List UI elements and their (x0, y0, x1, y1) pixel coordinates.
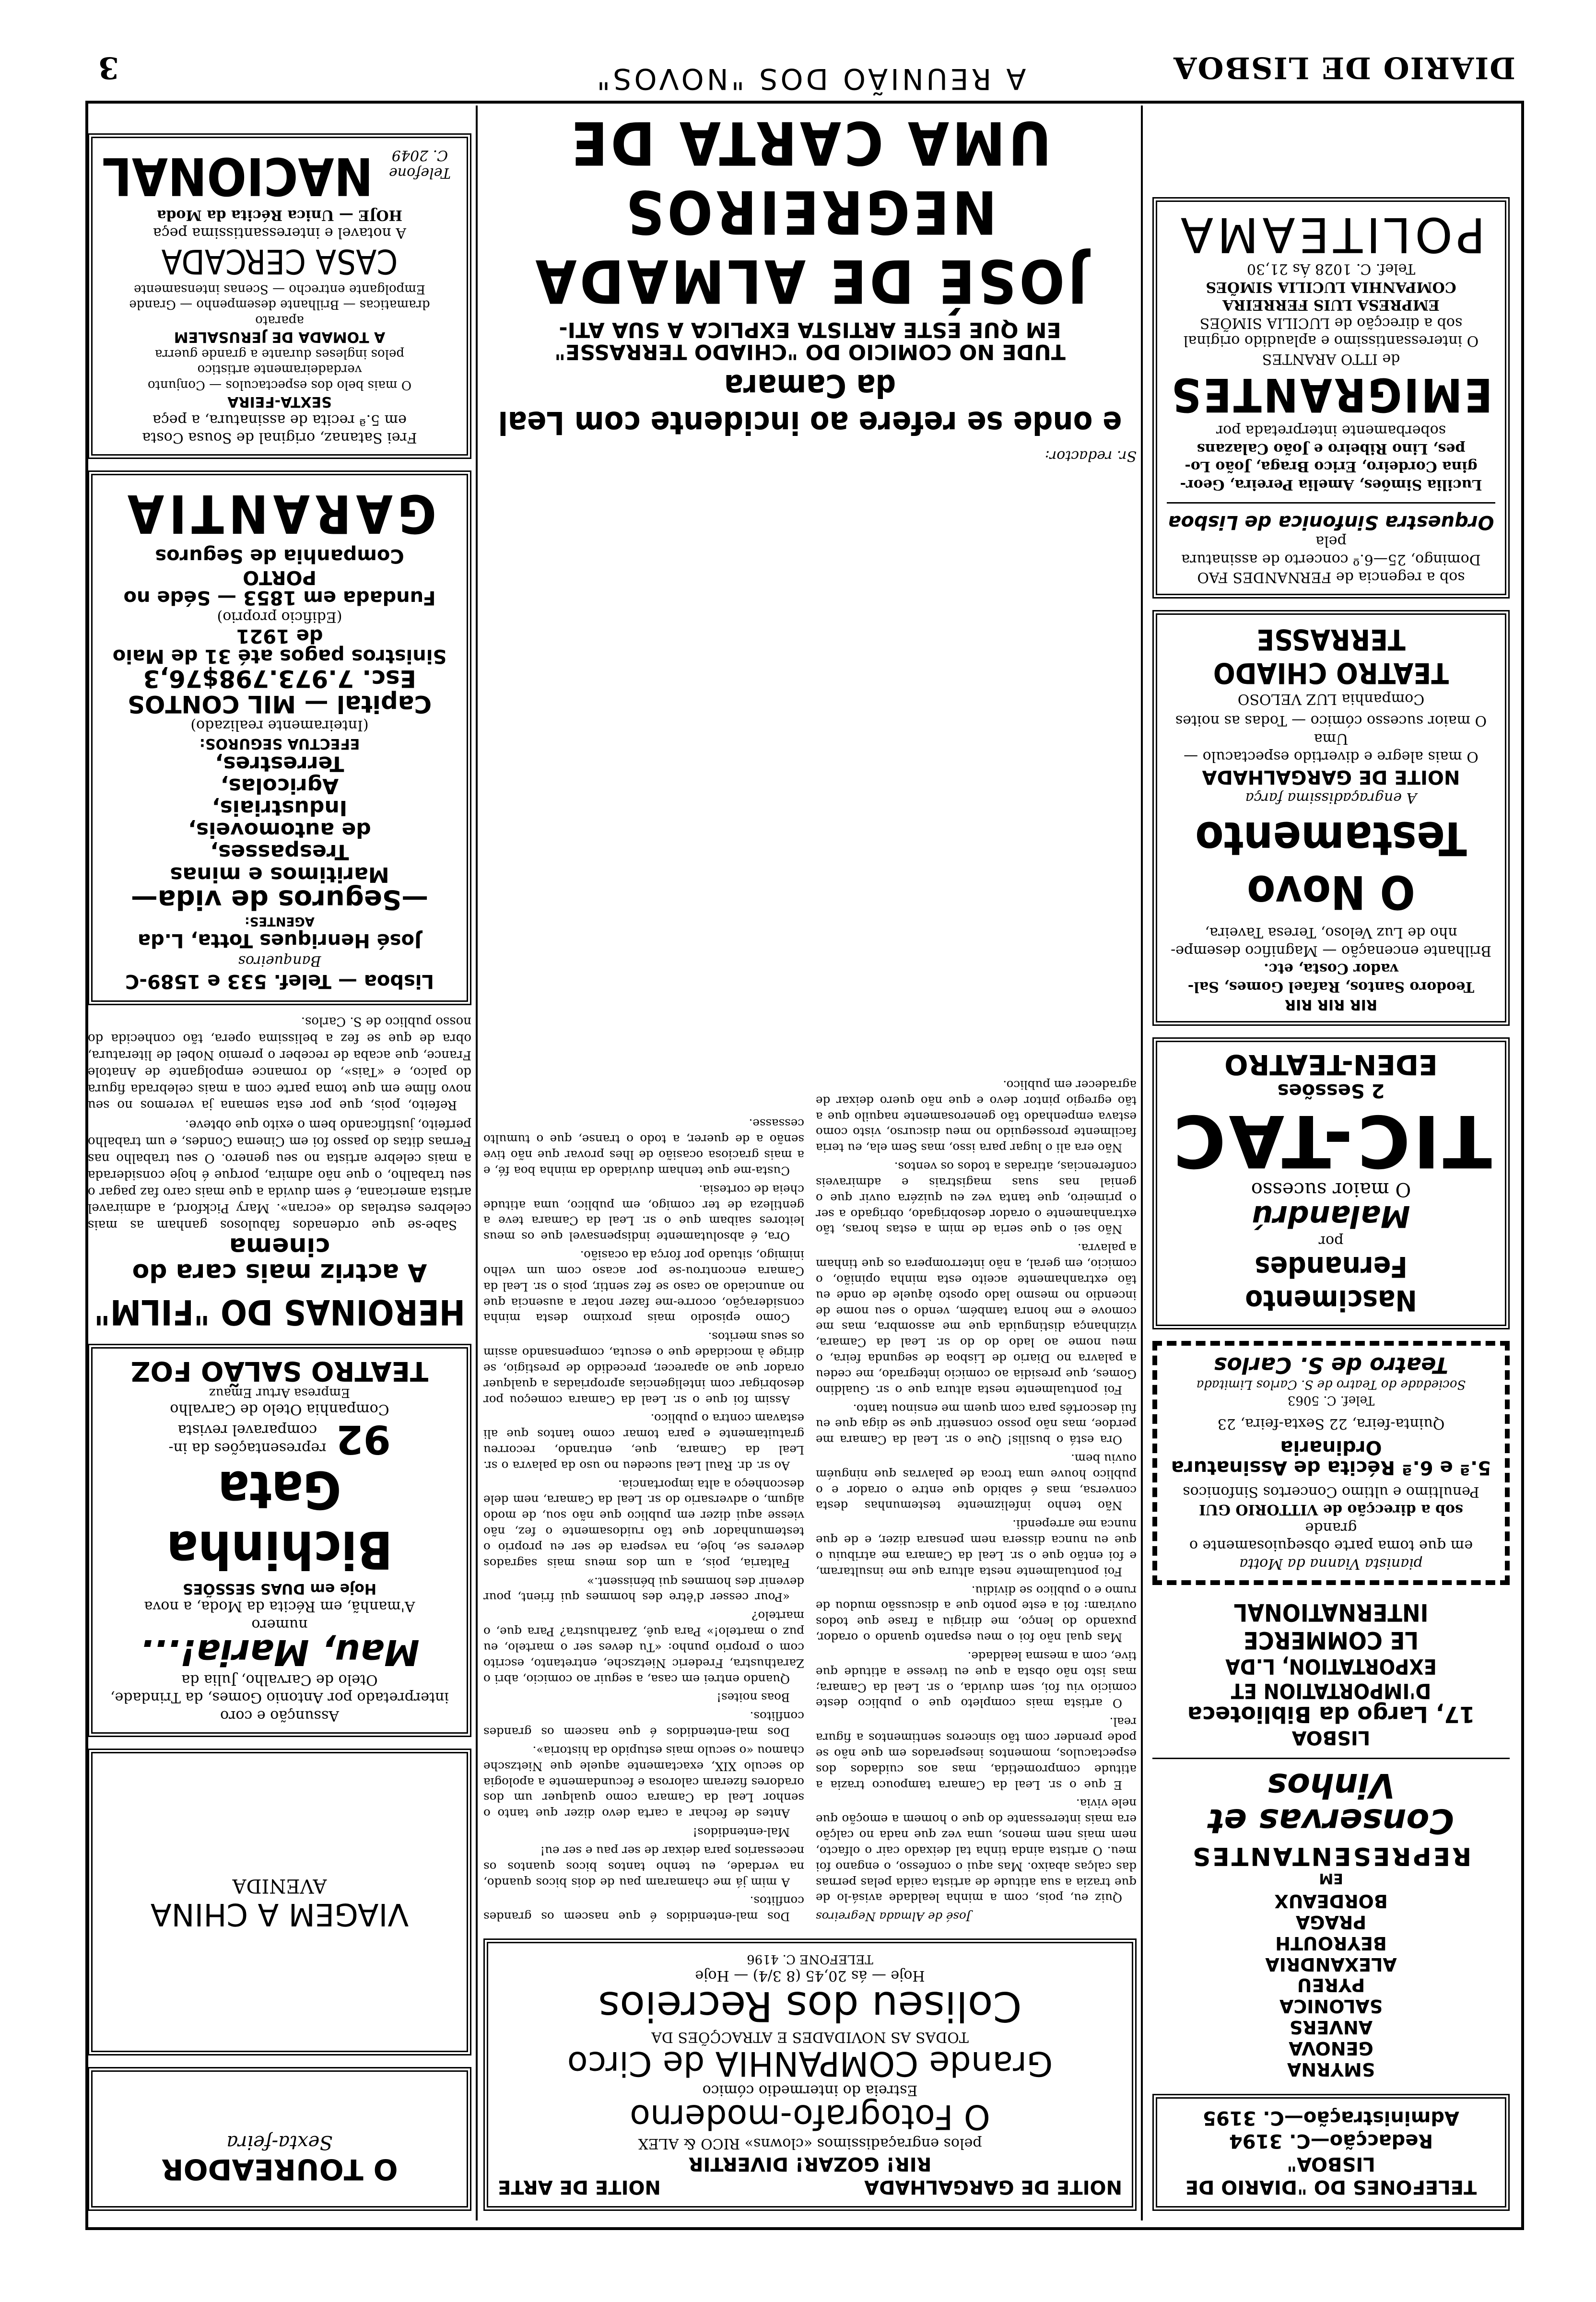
garantia-agent: José Henriques Totta, L.da (138, 929, 422, 951)
politeama-desc: sob a direcção de LUCILIA SIMÕES (1199, 314, 1463, 331)
garantia-seguro: de automoveis, (188, 818, 371, 843)
garantia-agentes: AGENTES: (245, 914, 315, 928)
foz-title: TEATRO SALÃO FOZ (130, 1355, 429, 1387)
article-paragraph: Como episodio mais proximo desta minha consideração, ocorre-me fazer notar a ausencia que no anunciado ao caso se fez sentir, pois o sr. Leal da Camara encontrou-se por acaso com um velho inimigo, situado por força da ocasião. (483, 1248, 804, 1326)
nacional-sexta: SEXTA-FEIRA (227, 393, 332, 411)
city: ANVERS (1289, 2017, 1373, 2038)
politeama-play: EMIGRANTES (1169, 367, 1493, 422)
garantia-capital: Capital — MIL CONTOS (127, 690, 432, 718)
article-paragraph: A mim já me chamaram pau de dois bicos quando, na verdade, eu tenho tantos bicos quantos os necessarios para deixar de ser pau e ser eu! (483, 1844, 804, 1890)
article-signature: José de Almada Negreiros (816, 1910, 971, 1924)
representantes-em: EM (1319, 1869, 1343, 1887)
foz-program: A'manhã, em Récita da Moda, a nova (144, 1598, 415, 1615)
orquestra-line: Domingo, 25—6.º concerto de assinatura pela (1181, 533, 1481, 568)
garantia-seguro: Maritimos e minas (170, 862, 389, 887)
foz-cast: interpretado por Antonio Gomes, da Trindade, Otelo de Carvalho, Julia da (110, 1671, 449, 1706)
actriz-paragraph: Refeito, pois, que por esta semana ja veremos no seu novo filme em que toma parte com a mais celebrada figura do palco, e «Tais», do romance empolgante de Anatole France, que acaba de receber o premio Nobel de literatura, obra de que se fez a belissima opera, tão conhecida do nosso publico de S. Carlos. (88, 1014, 471, 1113)
coliseu-rir-gozar: RIR! GOZAR! DIVERTIR (688, 2153, 932, 2175)
ad-orquestra-politeama (1152, 197, 1510, 599)
chiado-cast: vador Costa, etc. (1264, 960, 1398, 977)
eden-por: por (1318, 1233, 1344, 1250)
orquestra-title: Orquestra Sinfonica de Lisboa (1168, 511, 1494, 533)
actriz-paragraph: Sabe-se que ordenados fabulosos ganham as mais celebres estrelas do «ecran». Mary Pickford, a admiravel artista americana, é sem duvida a que mais caro faz pagar o seu trabalho, o que não admira, porque é hoje considerada a mais celebre artista no seu genero. O seu trabalho nas Fernas ditas do passo foi em Cinema Condes, e um trabalho perfeito, justificando bem o exito que obteve. (88, 1117, 471, 1233)
nacional-title: NACIONAL (102, 146, 373, 206)
recital-line: em que toma parte obsequiosamente o grande (1189, 1519, 1473, 1554)
politeama-cast: Lucilia Simões, Amelia Pereira, Geor- (1180, 476, 1482, 493)
chiado-program: O maior sucesso cómico — Todas as noites (1175, 712, 1487, 729)
pianist: pianista Vianna da Motta (1239, 1555, 1423, 1572)
city: BEYROUTH (1275, 1932, 1387, 1954)
politeama-cast: gina Cordeiro, Erico Braga, João Lo- (1185, 458, 1478, 475)
foz-numero: numero (251, 1616, 308, 1633)
ad-salao-foz (88, 1344, 471, 1737)
article-paragraph: Quando entrei em casa, a seguir ao comicio, abri o Zarathustra, Frederic Nietzsche, entretanto, escrito com o proprio punho: «Tu deves ser o martelo, eu puz o martelo!» Para quê, Zarathustra? Para que, o martelo? (483, 1609, 804, 1686)
garantia-proprio: (Edificio proprio) (217, 608, 342, 625)
politeama-theatre: POLITEAMA (1176, 206, 1486, 263)
nacional-hoje: HOJE — Unica Récita da Moda (157, 206, 402, 223)
eden-tictac: TIC-TAC (1170, 1098, 1492, 1182)
commerce-line1: LE COMMERCE INTERNATIONAL (1233, 1598, 1429, 1654)
chiado-noite: NOITE DE GARGALHADA (1202, 766, 1460, 788)
representantes: REPRESENTANTES (1190, 1842, 1472, 1871)
article-paragraph: Não tenho infelizmente testemunhas desta conversa, mas é sabido que entre o orador e o publico houve uma troca de palavras que ninguém ouviu bem. (816, 1452, 1137, 1513)
nacional-recita: Frei Satanaz, original de Sousa Costa (142, 429, 417, 446)
politeama-interp: soberbamente interpretada por (1216, 422, 1446, 439)
ad-coliseu (483, 1938, 1137, 2211)
garantia-title: GARANTIA (122, 483, 437, 545)
article-deck: EM QUE ESTE ARTISTA EXPLICA A SUA ATI- (559, 317, 1061, 342)
nacional-desc: A notavel e interessantissima peça (153, 224, 407, 242)
chiado-desc: Brilhante encenação — Magnifico desempe- (1171, 942, 1491, 959)
city: BORDEAUX (1274, 1890, 1388, 1912)
garantia-seguro: Trespasses, (210, 840, 349, 865)
foz-mau-maria: Mau, Maria!... (140, 1632, 420, 1673)
foz-empresa: Empresa Artur Emauz (209, 1385, 350, 1400)
politeama-tel: Telef. C. 1028 Ás 21,30 (1246, 260, 1416, 278)
commerce-line2: D'IMPORTATION ET EXPORTATION, L.DA (1225, 1654, 1437, 1703)
foz-reps: representações da in- (168, 1439, 327, 1456)
garantia-vida: —Seguros de vida— (130, 884, 429, 916)
politeama-company: EMPRESA LUIS FERREIRA (1222, 296, 1440, 314)
toureador-feira: Sexta-feira (226, 2131, 333, 2153)
nacional-apparato: aparato (255, 313, 304, 328)
article-paragraph: Mas qual não foi o meu espanto quando o orador, puxando do lenço, me dirigiu a frase que todos ouviram: foi a este ponto que a discussão mudou de rumo e o publico se dividiu. (816, 1583, 1137, 1645)
telephones-admin: Administração—C. 3195 (1203, 2107, 1459, 2129)
city: GENOVA (1289, 2038, 1373, 2059)
eden-maior: O maior sucesso (1251, 1178, 1411, 1200)
article-kicker: A REUNIÃO DOS "NOVOS" (594, 62, 1026, 96)
orquestra-line: sob a regencia de FERNANDES FAO (1197, 569, 1465, 586)
ad-viagem-china (88, 1749, 471, 2055)
coliseu-artists: pelos engraçadissimos «clowns» RICO & ALEX (638, 2135, 982, 2152)
chiado-subtitle: A engraçadissima farça (1245, 789, 1417, 806)
garantia-tel: Lisboa — Telef. 533 e 1589-C (125, 970, 434, 993)
commerce-city: LISBOA (1291, 1726, 1371, 1749)
garantia-seguro: Terrestres, (215, 751, 344, 776)
article-headline2: JOSÉ DE ALMADA NEGREIROS (532, 177, 1088, 316)
city: PYREU (1297, 1974, 1365, 1996)
article-paragraph: E que o sr. Leal da Camara tampouco trazia a atitude comprometida, mas aos cuidados dos espectaculos, momentos inesperados em que não se pode prender com tão sinceros sentimentos a figura real. (816, 1715, 1137, 1792)
chiado-desc: nho de Luz Veloso, Teresa Taveira, (1205, 924, 1457, 941)
article-deck: TUDE NO COMICIO DO "CHIADO TERRASSE" (554, 339, 1066, 364)
article-headline1: UMA CARTA DE (568, 108, 1052, 177)
recital-dates: Quinta-feira, 22 Sexta-feira, 23 (1217, 1415, 1445, 1433)
article-paragraph: Dos mal-entendidos é que nascem os grandes conflitos. (483, 1894, 804, 1924)
telephones-title: TELEFONES DO "DIARIO DE LISBOA" (1185, 2153, 1477, 2198)
ad-sao-carlos (1152, 1341, 1510, 1585)
column-ads-right (88, 122, 471, 2211)
article-paragraph: O artista mais completo que o publico deste comicio viu foi, sem duvida, o sr. Leal da Camara; mas isto não obsta a que eu tivesse a atitude que tive, com a mesma lealdade. (816, 1649, 1137, 1711)
heroinas-headline: HEROINAS DO "FILM" (94, 1292, 465, 1333)
coliseu-novidades: TODAS AS NOVIDADES E ATRACÇÕES DA (651, 2029, 969, 2045)
article-headline3: e onde se refere ao incidente com Leal da Camara (498, 367, 1122, 441)
page-number: 3 (97, 50, 119, 85)
chiado-theatre: TEATRO CHIADO TERRASSE (1213, 622, 1449, 690)
eden-sessions: 2 Sessões (1277, 1080, 1385, 1102)
garantia-seguro: Agricolas, (220, 773, 339, 798)
chiado-title: O Novo Testamento (1195, 811, 1467, 919)
sao-carlos-company: Sociedade do Teatro de S. Carlos Limitada (1196, 1377, 1466, 1392)
foz-cast: Assunção e coro (220, 1707, 339, 1724)
article-header (483, 63, 1137, 465)
telephones-redaccao: Redacção—C. 3194 (1229, 2130, 1433, 2152)
viagem-venue: AVENIDA (232, 1875, 327, 1897)
nacional-tomada: A TOMADA DE JERUSALEM (174, 329, 386, 346)
sao-carlos-tel: Telef. C. 5063 (1287, 1393, 1375, 1408)
chiado-rir: RIR RIR RIR (1285, 996, 1377, 1013)
actriz-title: A actriz mais cara do cinema (132, 1232, 427, 1287)
viagem-title: VIAGEM A CHINA (150, 1896, 409, 1932)
article-paragraph: Quiz eu, pois, com a minha lealdade avisá-lo de que trazia a sua atitude de artista caida pelas pernas das calças abaixo. Mas aqui o confesso, o engano foi meu. O artista ainda tinha tal deixado cair o olfacto, nem mais nem menos, uma vez que nada no calção era mais interessante do que o homem a emoção que nele vivia. (816, 1797, 1137, 1905)
article-paragraph: Mal-entendidos! (692, 1825, 790, 1840)
politeama-cast: pes, Lino Ribeiro e João Calazans (1197, 440, 1466, 457)
ad-garantia (88, 470, 471, 1005)
city: ALEXANDRIA (1265, 1953, 1397, 1975)
ad-avenida-toureador (88, 2067, 471, 2211)
article-paragraph: Custa-me que tenham duvidado da minha boa fé, e a mais graciosa ocasião de lhes provar que não tive senão a de querer, a todo o transe, que o tumulto cessasse. (483, 1116, 804, 1178)
recital-line: sob a direcção de VITTORIO GUI (1199, 1501, 1463, 1518)
toureador-title: O TOUREADOR (161, 2152, 398, 2186)
foz-show: Bichinha Gata (166, 1459, 393, 1580)
coliseu-estreia: Estreia do intermedio cómico (702, 2082, 918, 2099)
nacional-apparato: dramaticas — Brilhante desempenho — Grande (129, 297, 430, 312)
article-paragraph: Ao sr. dr. Raul Leal sucedeu no uso da palavra o sr. Leal da Camara, que, entrando, recorreu gratuitamente e para tomar como tantos que ali estavam contra o publico. (483, 1411, 804, 1473)
city: SMYRNA (1287, 2059, 1375, 2080)
politeama-desc: O interessantissimo e aplaudido original (1183, 332, 1479, 350)
nacional-apparato: Empolgante entrecho — Scenas intensamente (134, 282, 425, 296)
ad-commerce-international (1152, 1597, 1510, 2082)
conservas-vinhos: Conservas et Vinhos (1208, 1766, 1454, 1841)
eden-author: Nascimento Fernandes (1245, 1250, 1417, 1317)
eden-play: Malandrú (1252, 1198, 1410, 1234)
foz-company: Companhia Otelo de Carvalho (170, 1401, 389, 1418)
coliseu-fotografo: O Fotografo-moderno (630, 2097, 990, 2137)
politeama-company: COMPANHIA LUCILIA SIMÕES (1206, 278, 1456, 295)
nacional-sensacional: O mais belo dos espectaculos — Conjunto verdadeiramente artistico (147, 362, 412, 392)
garantia-realizado: (Inteiramente realizado) (190, 717, 369, 734)
foz-program: Hoje em DUAS SESSÕES (182, 1580, 377, 1597)
foz-reps: comparavel revista (177, 1421, 317, 1439)
article-paragraph: Ora está o busilis! Que o sr. Leal da Camara me perdoe, mas não posso consentir que se diga que eu fui descortês para com quem me ensinou tanto. (816, 1401, 1137, 1447)
nacional-sensacional: pelos ingleses durante a grande guerra (154, 346, 405, 361)
chiado-company: Companhia LUZ VELOSO (1237, 690, 1425, 707)
article-paragraph: «Pour cesser d'être des hommes qui frient, pour devenir des hommes qui bénissent.» (483, 1574, 804, 1605)
ad-telephones (1152, 2094, 1510, 2211)
garantia-efectua: EFECTUA SEGUROS: (199, 735, 360, 752)
article-salutation: Sr. redactor: (1044, 447, 1137, 464)
garantia-escudos: Esc. 7.973.798$76,3 (143, 665, 416, 693)
nacional-recita: em 5.ª recita de assinatura, a peça (153, 411, 407, 428)
coliseu-hoje: Hoje — ás 20,45 (8 3/4) — Hoje (695, 1967, 925, 1985)
nacional-play: CASA CERCADA (161, 242, 398, 282)
chiado-program: O mais alegre e divertido espectaculo — Uma (1184, 730, 1479, 765)
garantia-founded: Fundada em 1853 — Séde no PORTO (123, 566, 436, 609)
coliseu-noite-gargalhada: NOITE DE GARGALHADA (864, 2176, 1122, 2198)
coliseu-company: Grande COMPANHIA de Circo (567, 2044, 1053, 2084)
article-paragraph: Assim foi que o sr. Leal da Camara começou por desobrigar com inteligencias apropriadas a qualquer orador que ao aparecer, precedido de prestigio, se dirige à mocidade que o escuta, compensando assim os seus meritos. (483, 1330, 804, 1407)
article-paragraph: Foi pontualmente nesta altura que me insultaram, e foi então que o sr. Leal da Camara me atribuiu o que eu nunca dissera nem pensara dizer, e de que nunca me arrependi. (816, 1517, 1137, 1579)
garantia-sinistros: Sinistros pagos até 31 de Maio de 1921 (112, 624, 447, 667)
foz-count: 92 (336, 1416, 391, 1462)
recital-line: Penultimo e ultimo Concertos Sinfonicos (1183, 1483, 1479, 1500)
coliseu-noite-arte: NOITE DE ARTE (498, 2176, 661, 2198)
commerce-address: 17, Largo da Biblioteca (1187, 1701, 1475, 1727)
article-paragraph: Boas noites! (716, 1691, 790, 1705)
ad-chiado-terrasse (1152, 610, 1510, 1026)
recita-title: 5.ª e 6.ª Récita de Assinatura Ordinaria (1171, 1436, 1491, 1479)
column-rule (1141, 106, 1143, 2220)
article-paragraph: Antes de fechar a carta devo dizer que tanto o senhor Leal da Camara como qualquer um dos oradores fizeram calorosa e fecundamente a apologia do seculo XIX, exactamente aquele que Nietzsche chamou «o seculo mais estupido da historia». (483, 1743, 804, 1821)
city: PRAGA (1295, 1911, 1367, 1933)
masthead-title: DIARIO DE LISBOA (1173, 50, 1515, 85)
article-paragraph: Não sei o que seria de mim a estas horas, tão extranhamente o orador desobrigado, obrigado a ser o primeiro, que tanta vez eu quizéra ouvir que o genial nas suas magistrais e admiraveis conferencias, atiradas a todos os ventos. (816, 1160, 1137, 1237)
article-paragraph: Não era ali o lugar para isso, mas Sem ela, eu teria facilmente prosseguido no meu discurso, visto como estava empenhado tão generosamente naquilo que a tão egregio pintor devo e que não quero deixar de agradecer em publico. (816, 1078, 1137, 1155)
ad-nacional (88, 133, 471, 459)
nacional-tel: Telefone C. 2049 (388, 146, 451, 182)
coliseu-title: Coliseu dos Recreios (598, 1982, 1022, 2031)
article-paragraph: Dos mal-entendidos é que nascem os grandes conflitos. (483, 1709, 804, 1739)
garantia-banqueiros: Banqueiros (238, 952, 321, 970)
column-article (483, 62, 1137, 2211)
coliseu-tel: TELEFONE C. 4196 (747, 1951, 873, 1966)
chiado-cast: Teodoro Santos, Rafael Gomes, Sal- (1187, 978, 1475, 995)
city: SALONICA (1279, 1996, 1383, 2017)
ad-eden-teatro (1152, 1037, 1510, 1329)
garantia-company: Companhia de Seguros (155, 545, 404, 567)
article-body (483, 1074, 1137, 1924)
article-paragraph: Faltaria, pois, a um dos meus mais sagrados deveres se, hoje, na vespera de ser eu proprio o testemunhador que tão ruidosamente o fez, não viesse aqui dizer em publico que não sou, de modo algum, o adversario do sr. Leal da Camara, nem dele desconheço a alta importancia. (483, 1477, 804, 1570)
sao-carlos-title: Teatro de S. Carlos (1214, 1352, 1448, 1378)
garantia-seguro: Industriais, (211, 796, 348, 821)
eden-theatre: EDEN-TEATRO (1224, 1048, 1438, 1081)
politeama-author: de ITTO ARANTES (1262, 350, 1400, 367)
column-rule (476, 106, 478, 2220)
article-paragraph: Foi pontualmente nesta altura que o sr. Gualdino Gomes, que presidia ao comicio integrado, me cedeu a palavra no Diario de Lisboa de segunda feira, o meu nome ao lado do do sr. Leal da Camara, vizinhança distinguida que me assombra, mas me comove e me honra também, vendo o seu nome de incendio no mesmo lado oposto àquele de onde eu tão extranhamente aceito esta minha opinião, o comicio, em geral, a não interrompera os que tinham a palavra. (816, 1241, 1137, 1397)
column-ads-left (1152, 186, 1510, 2211)
article-paragraph: Ora, é absolutamente indispensavel que os meus leitores saibam que o sr. Leal da Camara teve a gentileza de ter comigo, em publico, uma atitude cheia de cortesia. (483, 1182, 804, 1244)
